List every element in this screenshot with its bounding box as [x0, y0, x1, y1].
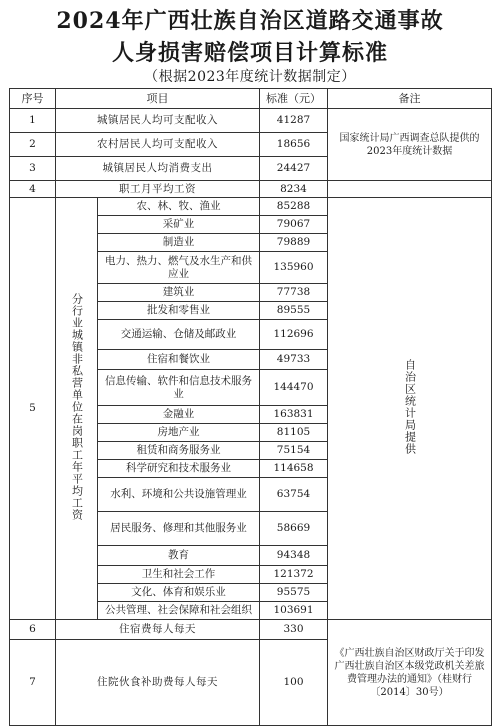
row-item: 城镇居民人均消费支出	[56, 157, 260, 181]
industry-name: 建筑业	[98, 284, 260, 302]
industry-value: 63754	[260, 478, 328, 512]
industry-name: 制造业	[98, 234, 260, 252]
industry-value: 144470	[260, 370, 328, 406]
header-standard: 标准（元）	[260, 89, 328, 109]
row-item: 职工月平均工资	[56, 181, 260, 198]
industry-value: 49733	[260, 350, 328, 370]
industry-value: 79067	[260, 216, 328, 234]
industry-value: 114658	[260, 460, 328, 478]
row-item: 农村居民人均可支配收入	[56, 133, 260, 157]
industry-value: 81105	[260, 424, 328, 442]
industry-name: 金融业	[98, 406, 260, 424]
group-label-cell	[56, 198, 98, 620]
row-no: 1	[10, 109, 56, 133]
row-item: 住宿费每人每天	[56, 620, 260, 640]
industry-value: 103691	[260, 602, 328, 620]
industry-value: 89555	[260, 302, 328, 320]
row-item: 住院伙食补助费每人每天	[56, 640, 260, 726]
industry-value: 79889	[260, 234, 328, 252]
industry-name: 水利、环境和公共设施管理业	[98, 478, 260, 512]
row-value: 24427	[260, 157, 328, 181]
remark-rows-1-3: 国家统计局广西调查总队提供的2023年度统计数据	[328, 109, 492, 181]
title-line-1: 2024年广西壮族自治区道路交通事故	[56, 8, 444, 34]
industry-name: 文化、体育和娱乐业	[98, 584, 260, 602]
industry-value: 85288	[260, 198, 328, 216]
header-remark: 备注	[328, 89, 492, 109]
title-line-2: 人身损害赔偿项目计算标准	[111, 40, 388, 66]
industry-value: 77738	[260, 284, 328, 302]
industry-name: 房地产业	[98, 424, 260, 442]
industry-value: 95575	[260, 584, 328, 602]
industry-value: 94348	[260, 546, 328, 566]
group-label: 分行业城镇非私营单位在岗职工年平均工资	[70, 292, 84, 521]
subtitle: （根据2023年度统计数据制定）	[144, 69, 356, 85]
industry-name: 科学研究和技术服务业	[98, 460, 260, 478]
industry-value: 58669	[260, 512, 328, 546]
row-value: 18656	[260, 133, 328, 157]
industry-value: 121372	[260, 566, 328, 584]
industry-value: 135960	[260, 252, 328, 284]
remark-empty	[328, 181, 492, 198]
table-header-row	[10, 89, 492, 109]
remark-rows-6-7: 《广西壮族自治区财政厅关于印发广西壮族自治区本级党政机关差旅费管理办法的通知》（桂财行〔2014〕30号）	[328, 620, 492, 726]
remark-row-5-cell	[328, 198, 492, 620]
table-row	[10, 181, 492, 198]
table-row	[10, 620, 492, 640]
row-no: 5	[10, 198, 56, 620]
industry-name: 居民服务、修理和其他服务业	[98, 512, 260, 546]
header-no: 序号	[10, 89, 56, 109]
table-row	[10, 109, 492, 133]
row-value: 330	[260, 620, 328, 640]
industry-row	[10, 198, 492, 216]
standards-table	[9, 88, 492, 726]
row-no: 3	[10, 157, 56, 181]
row-no: 2	[10, 133, 56, 157]
row-no: 6	[10, 620, 56, 640]
industry-value: 75154	[260, 442, 328, 460]
industry-name: 教育	[98, 546, 260, 566]
industry-name: 信息传输、软件和信息技术服务业	[98, 370, 260, 406]
industry-value: 112696	[260, 320, 328, 350]
row-value: 8234	[260, 181, 328, 198]
row-no: 7	[10, 640, 56, 726]
industry-name: 交通运输、仓储及邮政业	[98, 320, 260, 350]
industry-name: 公共管理、社会保障和社会组织	[98, 602, 260, 620]
industry-name: 采矿业	[98, 216, 260, 234]
row-item: 城镇居民人均可支配收入	[56, 109, 260, 133]
industry-name: 租赁和商务服务业	[98, 442, 260, 460]
industry-name: 卫生和社会工作	[98, 566, 260, 584]
industry-name: 电力、热力、燃气及水生产和供应业	[98, 252, 260, 284]
row-value: 100	[260, 640, 328, 726]
row-value: 41287	[260, 109, 328, 133]
industry-name: 住宿和餐饮业	[98, 350, 260, 370]
row-no: 4	[10, 181, 56, 198]
industry-name: 农、林、牧、渔业	[98, 198, 260, 216]
header-item: 项目	[56, 89, 260, 109]
industry-name: 批发和零售业	[98, 302, 260, 320]
remark-row-5: 自治区统计局提供	[403, 358, 417, 455]
industry-value: 163831	[260, 406, 328, 424]
